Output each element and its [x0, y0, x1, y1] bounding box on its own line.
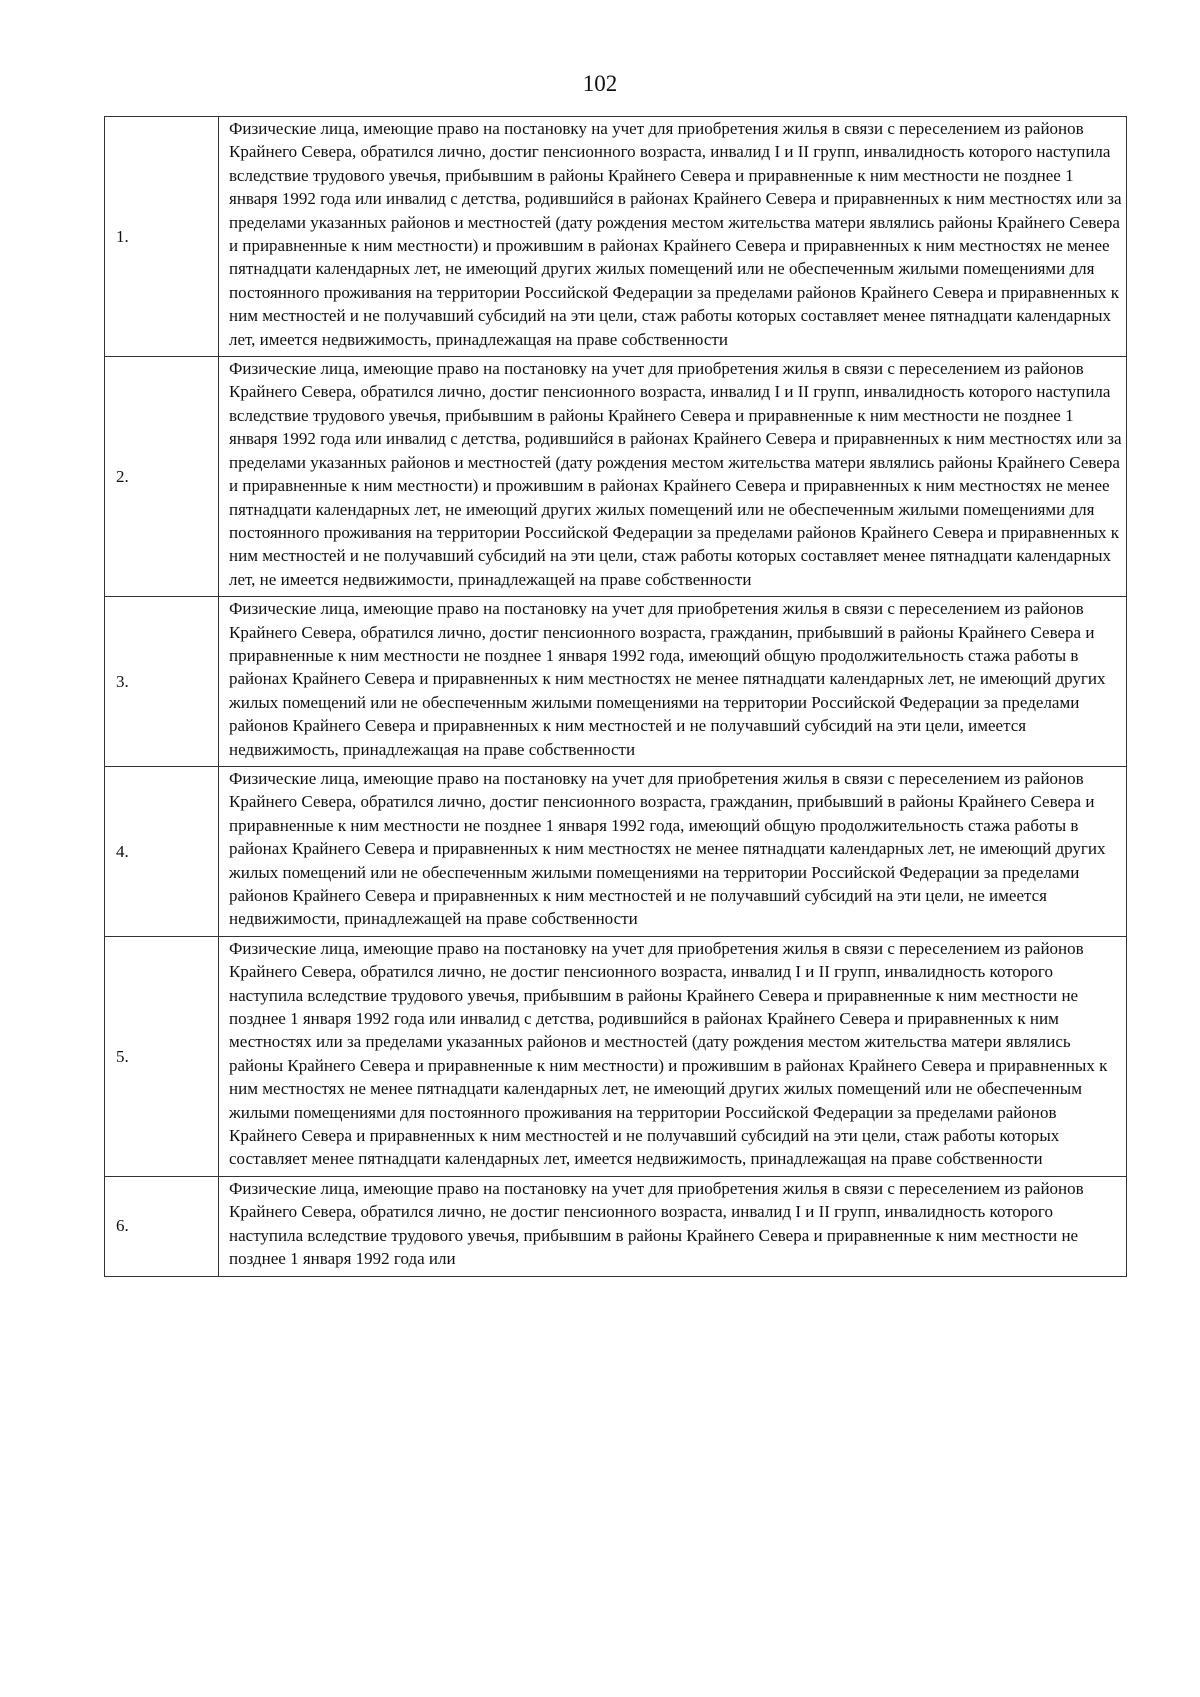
row-text: Физические лица, имеющие право на постановку на учет для приобретения жилья в связи с переселением из районов Крайнего Севера, обратился лично, достиг пенсионного возраста, гражданин, прибывший в районы Крайнего Севера и приравненные к ним местности не позднее 1 января 1992 года, имеющий общую продолжительность стажа работы в районах Крайнего Севера и приравненных к ним местностях не менее пятнадцати календарных лет, не имеющий других жилых помещений или не обеспеченным жилыми помещениями на территории Российской Федерации за пределами районов Крайнего Севера и приравненных к ним местностей и не получавший субсидий на эти цели, имеется недвижимость, принадлежащая на праве собственности [219, 597, 1127, 767]
table-row [105, 357, 1127, 597]
row-text: Физические лица, имеющие право на постановку на учет для приобретения жилья в связи с переселением из районов Крайнего Севера, обратился лично, достиг пенсионного возраста, инвалид I и II групп, инвалидность которого наступила вследствие трудового увечья, прибывшим в районы Крайнего Севера и приравненные к ним местности не позднее 1 января 1992 года или инвалид с детства, родившийся в районах Крайнего Севера и приравненных к ним местностях или за пределами указанных районов и местностей (дату рождения местом жительства матери являлись районы Крайнего Севера и приравненные к ним местности) и прожившим в районах Крайнего Севера и приравненных к ним местностях не менее пятнадцати календарных лет, не имеющий других жилых помещений или не обеспеченным жилыми помещениями для постоянного проживания на территории Российской Федерации за пределами районов Крайнего Севера и приравненных к ним местностей и не получавший субсидий на эти цели, стаж работы которых составляет менее пятнадцати календарных лет, имеется недвижимость, принадлежащая на праве собственности [219, 117, 1127, 357]
row-text: Физические лица, имеющие право на постановку на учет для приобретения жилья в связи с переселением из районов Крайнего Севера, обратился лично, не достиг пенсионного возраста, инвалид I и II групп, инвалидность которого наступила вследствие трудового увечья, прибывшим в районы Крайнего Севера и приравненные к ним местности не позднее 1 января 1992 года или инвалид с детства, родившийся в районах Крайнего Севера и приравненных к ним местностях или за пределами указанных районов и местностей (дату рождения местом жительства матери являлись районы Крайнего Севера и приравненные к ним местности) и прожившим в районах Крайнего Севера и приравненных к ним местностях не менее пятнадцати календарных лет, не имеющий других жилых помещений или не обеспеченным жилыми помещениями для постоянного проживания на территории Российской Федерации за пределами районов Крайнего Севера и приравненных к ним местностей и не получавший субсидий на эти цели, стаж работы которых составляет менее пятнадцати календарных лет, имеется недвижимость, принадлежащая на праве собственности [219, 936, 1127, 1176]
page-number: 102 [582, 71, 618, 96]
row-number: 5. [105, 936, 219, 1176]
row-number: 2. [105, 357, 219, 597]
row-number: 1. [105, 117, 219, 357]
table-row [105, 936, 1127, 1176]
row-text: Физические лица, имеющие право на постановку на учет для приобретения жилья в связи с переселением из районов Крайнего Севера, обратился лично, не достиг пенсионного возраста, инвалид I и II групп, инвалидность которого наступила вследствие трудового увечья, прибывшим в районы Крайнего Севера и приравненные к ним местности не позднее 1 января 1992 года или [219, 1176, 1127, 1276]
table-row [105, 597, 1127, 767]
table-row [105, 117, 1127, 357]
row-text: Физические лица, имеющие право на постановку на учет для приобретения жилья в связи с переселением из районов Крайнего Севера, обратился лично, достиг пенсионного возраста, гражданин, прибывший в районы Крайнего Севера и приравненные к ним местности не позднее 1 января 1992 года, имеющий общую продолжительность стажа работы в районах Крайнего Севера и приравненных к ним местностях не менее пятнадцати календарных лет, не имеющий других жилых помещений или не обеспеченным жилыми помещениями на территории Российской Федерации за пределами районов Крайнего Севера и приравненных к ним местностей и не получавший субсидий на эти цели, не имеется недвижимости, принадлежащей на праве собственности [219, 766, 1127, 936]
table-row [105, 766, 1127, 936]
row-number: 6. [105, 1176, 219, 1276]
row-number: 4. [105, 766, 219, 936]
table-row [105, 1176, 1127, 1276]
row-text: Физические лица, имеющие право на постановку на учет для приобретения жилья в связи с переселением из районов Крайнего Севера, обратился лично, достиг пенсионного возраста, инвалид I и II групп, инвалидность которого наступила вследствие трудового увечья, прибывшим в районы Крайнего Севера и приравненные к ним местности не позднее 1 января 1992 года или инвалид с детства, родившийся в районах Крайнего Севера и приравненных к ним местностях или за пределами указанных районов и местностей (дату рождения местом жительства матери являлись районы Крайнего Севера и приравненные к ним местности) и прожившим в районах Крайнего Севера и приравненных к ним местностях не менее пятнадцати календарных лет, не имеющий других жилых помещений или не обеспеченным жилыми помещениями для постоянного проживания на территории Российской Федерации за пределами районов Крайнего Севера и приравненных к ним местностей и не получавший субсидий на эти цели, стаж работы которых составляет менее пятнадцати календарных лет, не имеется недвижимости, принадлежащей на праве собственности [219, 357, 1127, 597]
row-number: 3. [105, 597, 219, 767]
criteria-table [104, 116, 1127, 1277]
